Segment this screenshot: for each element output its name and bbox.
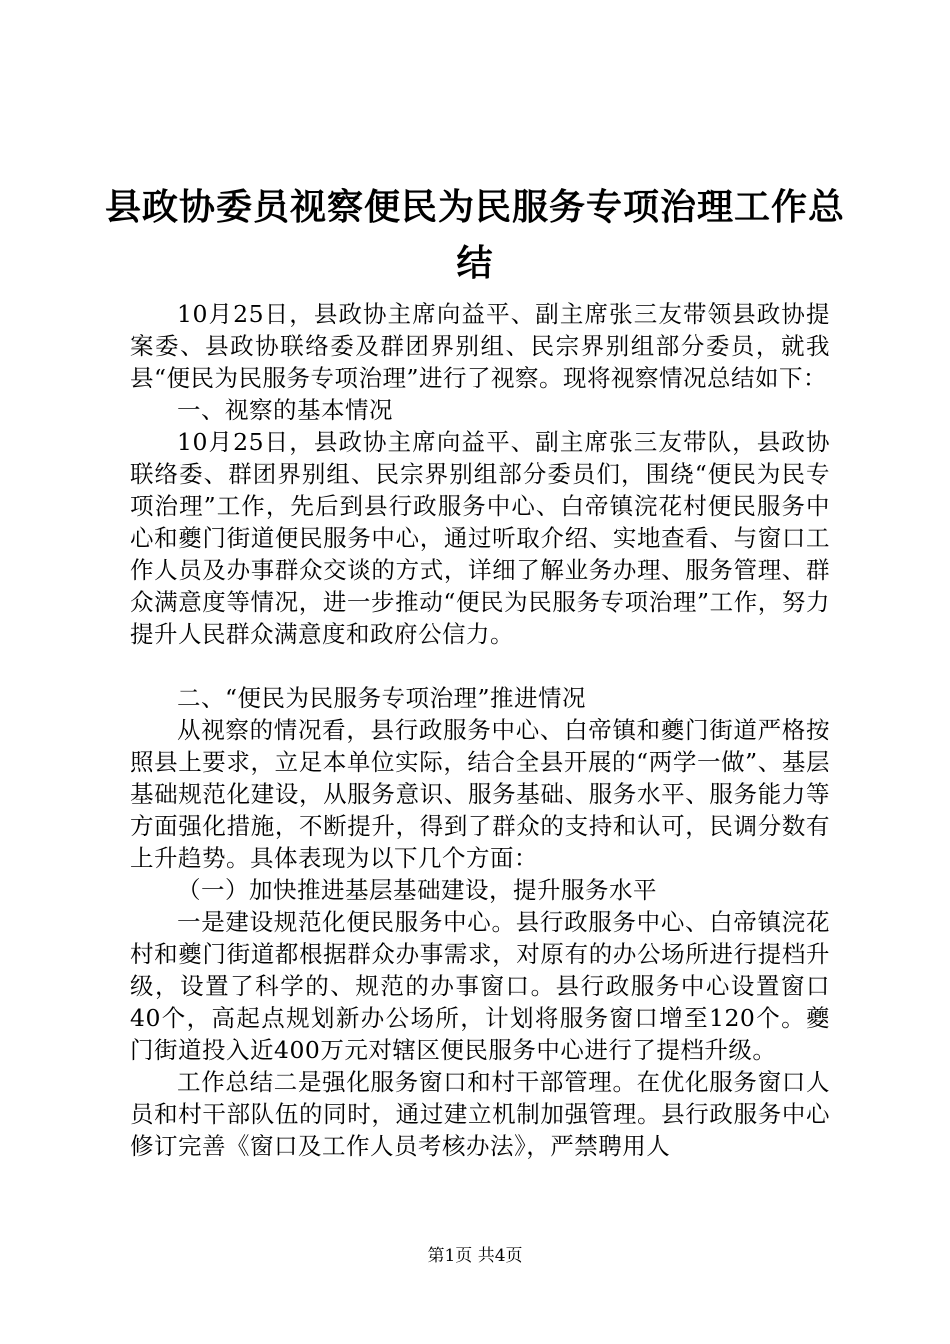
document-title-line-1: 县政协委员视察便民为民服务专项治理工作总 xyxy=(104,187,845,228)
paragraph-point-2: 工作总结二是强化服务窗口和村干部管理。在优化服务窗口人员和村干部队伍的同时，通过建立机制加强管理。县行政服务中心修订完善《窗口及工作人员考核办法》，严禁聘用人 xyxy=(130,1068,830,1160)
paragraph-point-1: 一是建设规范化便民服务中心。县行政服务中心、白帝镇浣花村和夔门街道都根据群众办事需求，对原有的办公场所进行提档升级，设置了科学的、规范的办事窗口。县行政服务中心设置窗口40个，高起点规划新办公场所，计划将服务窗口增至120个。夔门街道投入近400万元对辖区便民服务中心进行了提档升级。 xyxy=(130,908,830,1064)
section-heading-2: 二、“便民为民服务专项治理”推进情况 xyxy=(177,684,587,712)
subsection-heading-1: （一）加快推进基层基础建设，提升服务水平 xyxy=(177,876,657,904)
section-heading-1: 一、视察的基本情况 xyxy=(177,396,393,424)
paragraph-intro: 10月25日，县政协主席向益平、副主席张三友带领县政协提案委、县政协联络委及群团界别组、民宗界别组部分委员，就我县“便民为民服务专项治理”进行了视察。现将视察情况总结如下： xyxy=(130,300,830,392)
paragraph-progress: 从视察的情况看，县行政服务中心、白帝镇和夔门街道严格按照县上要求，立足本单位实际，结合全县开展的“两学一做”、基层基础规范化建设，从服务意识、服务基础、服务水平、服务能力等方面强化措施，不断提升，得到了群众的支持和认可，民调分数有上升趋势。具体表现为以下几个方面： xyxy=(130,716,830,872)
page-number-footer: 第1页 共4页 xyxy=(427,1246,523,1266)
document-body xyxy=(130,298,830,1162)
paragraph-basic-situation: 10月25日，县政协主席向益平、副主席张三友带队，县政协联络委、群团界别组、民宗界别组部分委员们，围绕“便民为民专项治理”工作，先后到县行政服务中心、白帝镇浣花村便民服务中心和夔门街道便民服务中心，通过听取介绍、实地查看、与窗口工作人员及办事群众交谈的方式，详细了解业务办理、服务管理、群众满意度等情况，进一步推动“便民为民服务专项治理”工作，努力提升人民群众满意度和政府公信力。 xyxy=(130,428,830,648)
document-title-line-2: 结 xyxy=(456,243,494,284)
